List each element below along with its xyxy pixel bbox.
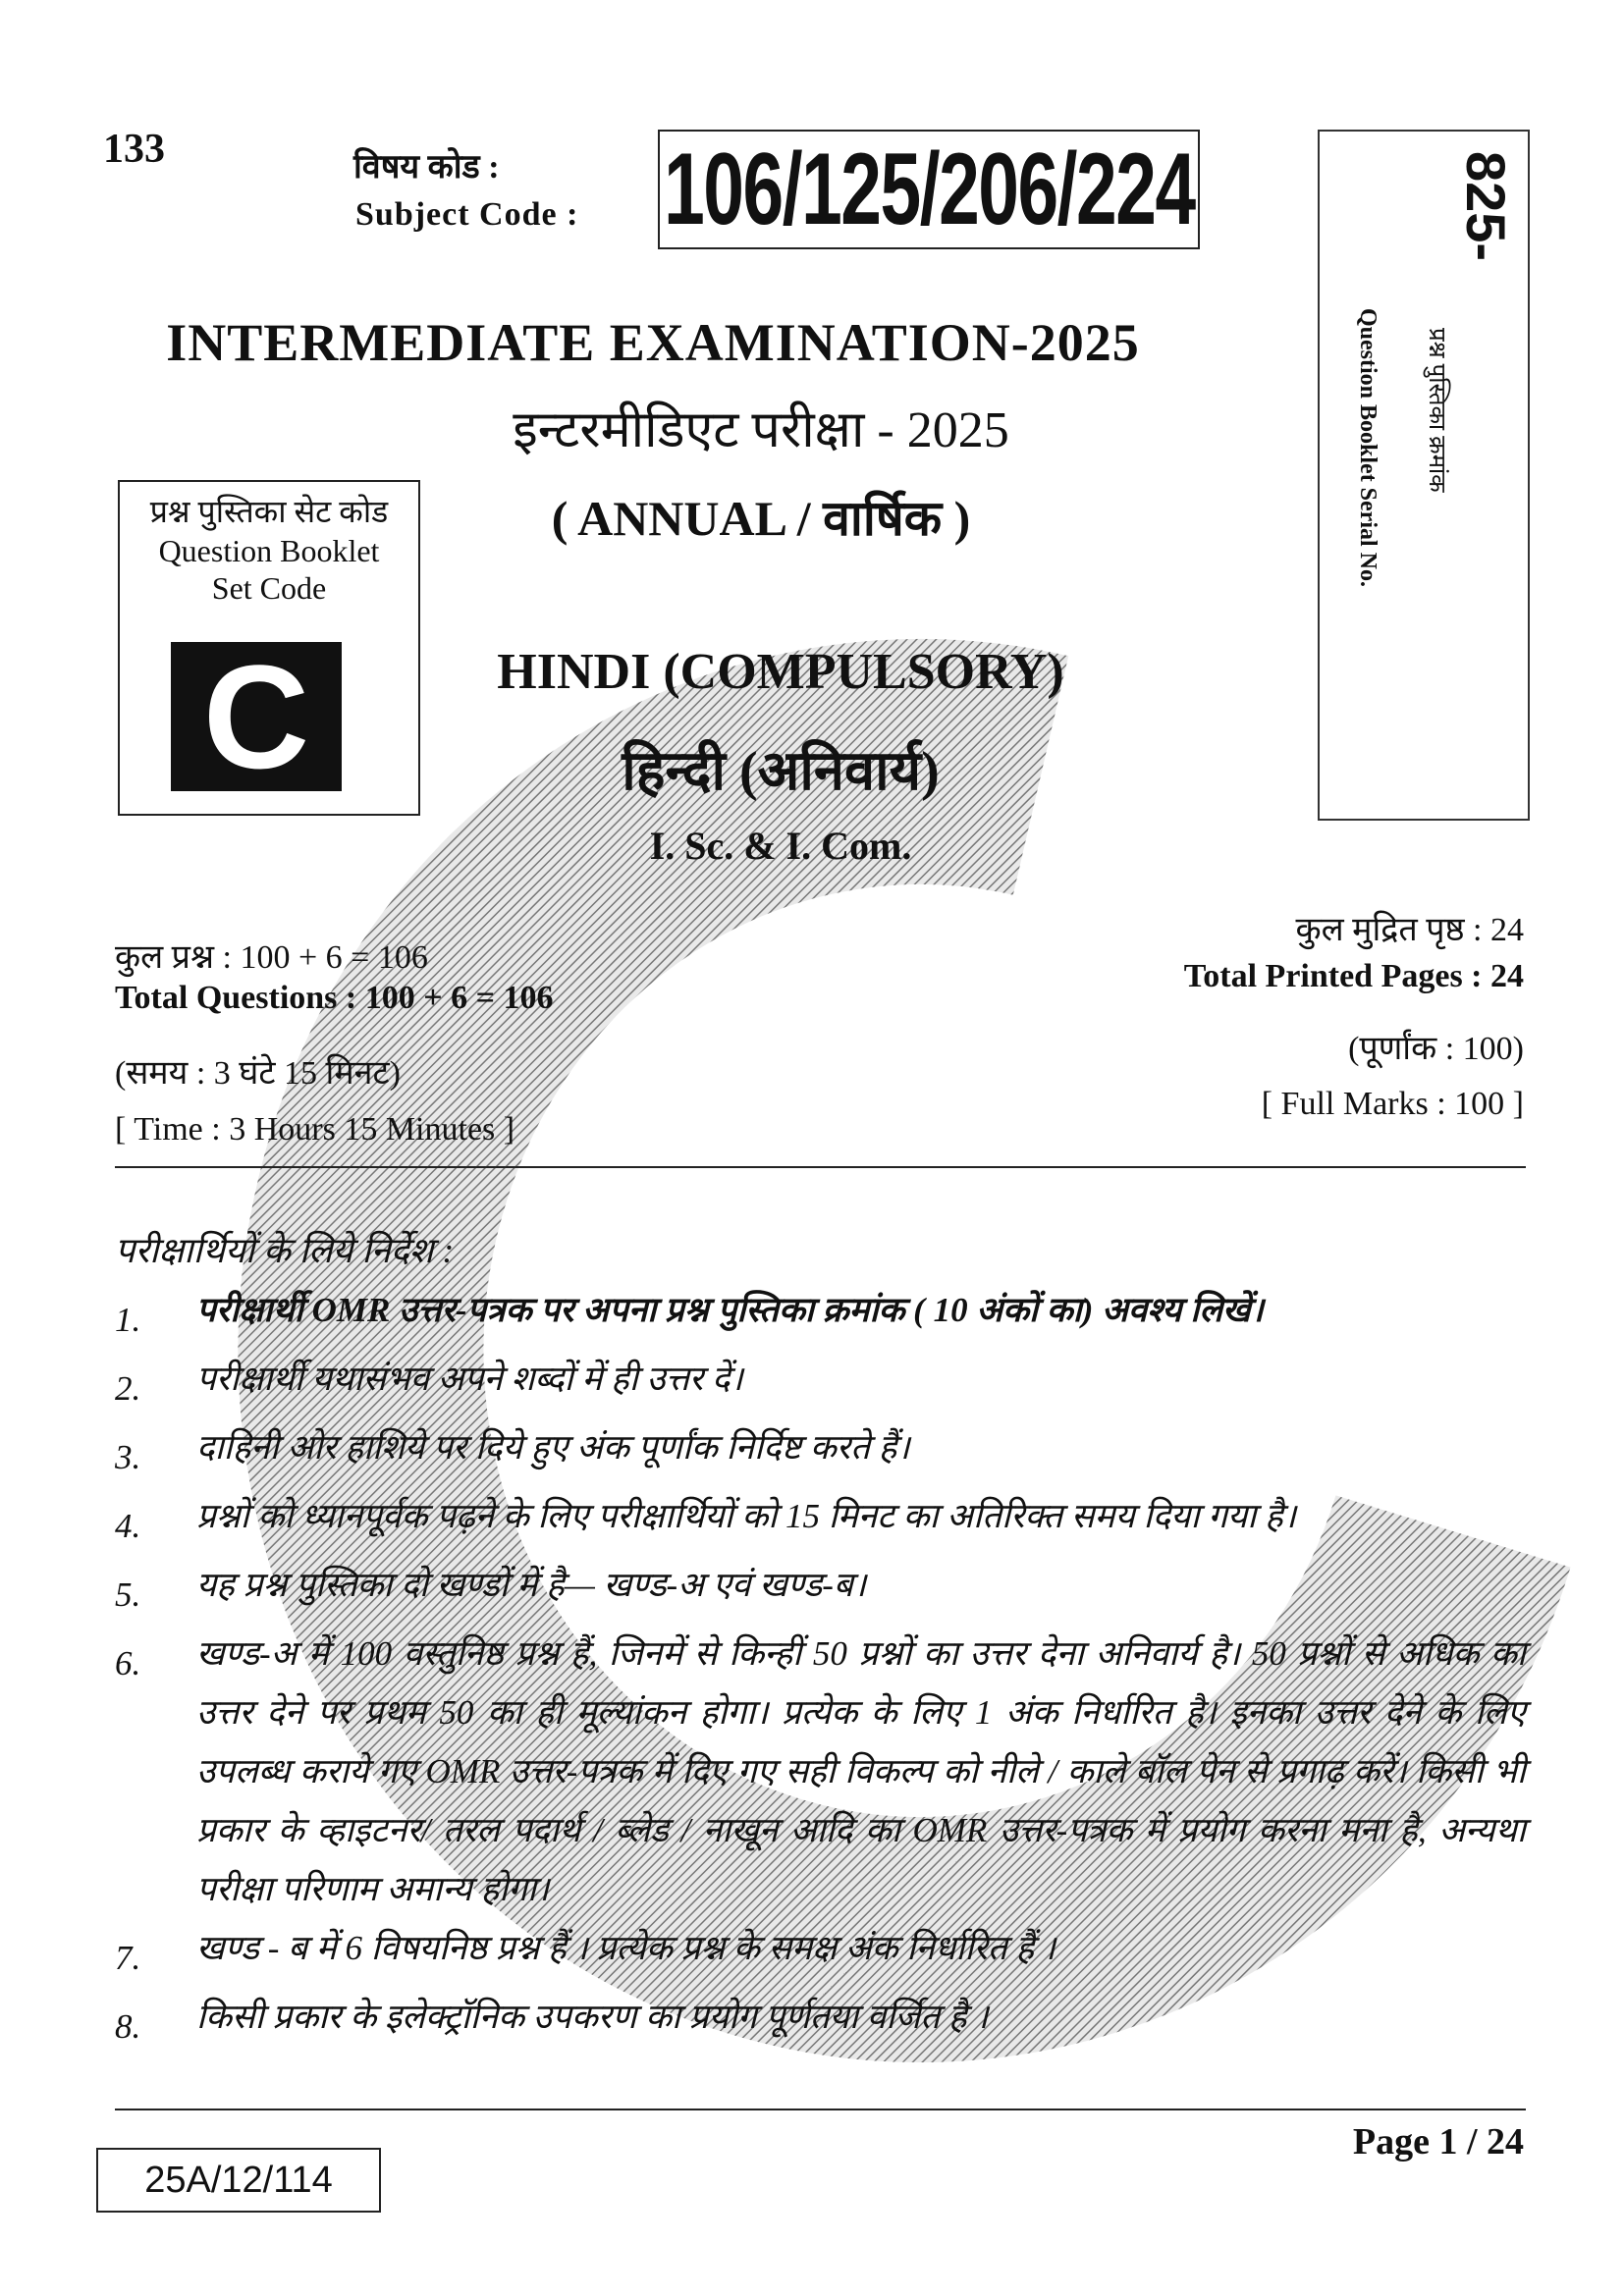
stream: I. Sc. & I. Com. (649, 824, 912, 868)
exam-title-en: INTERMEDIATE EXAMINATION-2025 (166, 313, 1140, 372)
exam-title-hi: इन्टरमीडिएट परीक्षा - 2025 (513, 402, 1009, 458)
instruction-item: 4. प्रश्नों को ध्यानपूर्वक पढ़ने के लिए परीक्षार्थियों को 15 मिनट का अतिरिक्त समय दिया गया है। (115, 1497, 1296, 1545)
full-marks-hi: (पूर्णांक : 100) (1348, 1031, 1524, 1067)
instruction-item: 3. दाहिनी ओर हाशिये पर दिये हुए अंक पूर्णांक निर्दिष्ट करते हैं। (115, 1428, 910, 1476)
total-questions-hi: कुल प्रश्न : 100 + 6 = 106 (115, 939, 428, 976)
exam-session: ( ANNUAL / वार्षिक ) (551, 491, 971, 546)
total-questions-en: Total Questions : 100 + 6 = 106 (115, 980, 554, 1016)
instruction-item: 7. खण्ड - ब में 6 विषयनिष्ठ प्रश्न हैं । प्रत्येक प्रश्न के समक्ष अंक निर्धारित हैं । (115, 1929, 1056, 1977)
full-marks-en: [ Full Marks : 100 ] (1261, 1086, 1524, 1122)
subject-name-en: HINDI (COMPULSORY) (497, 644, 1064, 700)
booklet-serial-label-hi: प्रश्न पुस्तिका क्रमांक (1424, 328, 1449, 493)
instruction-item: 6. खण्ड-अ में 100 वस्तुनिष्ठ प्रश्न हैं, जिनमें से किन्हीं 50 प्रश्नों का उत्तर देना अनिवार्य है। 50 प्रश्नों से अधिक का उत्तर देने पर प्रथम 50 का ही मूल्यांकन होगा। प्रत्येक के लिए 1 अंक निर्धारित है। इनका उत्तर देने के लिए उपलब्ध कराये गए OMR उत्तर-पत्रक में दिए गए सही विकल्प को नीले / काले बॉल पेन से प्रगाढ़ करें। किसी भी प्रकार के व्हाइटनर/ तरल पदार्थ / ब्लेड / नाखून आदि का OMR उत्तर-पत्रक में प्रयोग करना मना है, अन्यथा परीक्षा परिणाम अमान्य होगा। (115, 1634, 1526, 1908)
subject-code: 106/125/206/224 (663, 132, 1195, 246)
booklet-serial-number: 825- (1455, 151, 1517, 262)
instruction-item: 2. परीक्षार्थी यथासंभव अपने शब्दों में ही उत्तर दें। (115, 1360, 743, 1408)
instruction-item: 1. परीक्षार्थी OMR उत्तर-पत्रक पर अपना प्रश्न पुस्तिका क्रमांक ( 10 अंकों का) अवश्य लिखें। (115, 1291, 1264, 1339)
subject-name-hi: हिन्दी (अनिवार्य) (622, 741, 940, 802)
paper-code: 25A/12/114 (96, 2148, 381, 2213)
printed-pages-en: Total Printed Pages : 24 (1183, 958, 1524, 994)
instructions-list (115, 1281, 1526, 2056)
booklet-serial-label-en: Question Booklet Serial No. (1355, 308, 1380, 588)
set-code-label-hi: प्रश्न पुस्तिका सेट कोड (149, 494, 389, 529)
subject-code-label-en: Subject Code : (355, 196, 579, 233)
instruction-item: 8. किसी प्रकार के इलेक्ट्रॉनिक उपकरण का प्रयोग पूर्णतया वर्जित है । (115, 1998, 989, 2046)
subject-code-label-hi: विषय कोड : (353, 149, 500, 186)
instructions-heading: परीक्षार्थियों के लिये निर्देश : (115, 1231, 455, 1270)
subject-code-box (658, 130, 1200, 249)
set-code-value: C (171, 642, 342, 791)
footer-divider (115, 2109, 1526, 2110)
page-serial: 133 (103, 127, 165, 172)
set-code-label-en-1: Question Booklet (158, 533, 380, 568)
booklet-serial-box (1318, 130, 1530, 821)
instruction-item: 5. यह प्रश्न पुस्तिका दो खण्डों में है— खण्ड-अ एवं खण्ड-ब। (115, 1566, 867, 1614)
time-en: [ Time : 3 Hours 15 Minutes ] (115, 1111, 515, 1148)
printed-pages-hi: कुल मुद्रित पृष्ठ : 24 (1295, 912, 1524, 948)
time-hi: (समय : 3 घंटे 15 मिनट) (115, 1055, 402, 1092)
divider (115, 1166, 1526, 1168)
page-number: Page 1 / 24 (1352, 2121, 1524, 2163)
set-code-label-en-2: Set Code (211, 570, 327, 606)
